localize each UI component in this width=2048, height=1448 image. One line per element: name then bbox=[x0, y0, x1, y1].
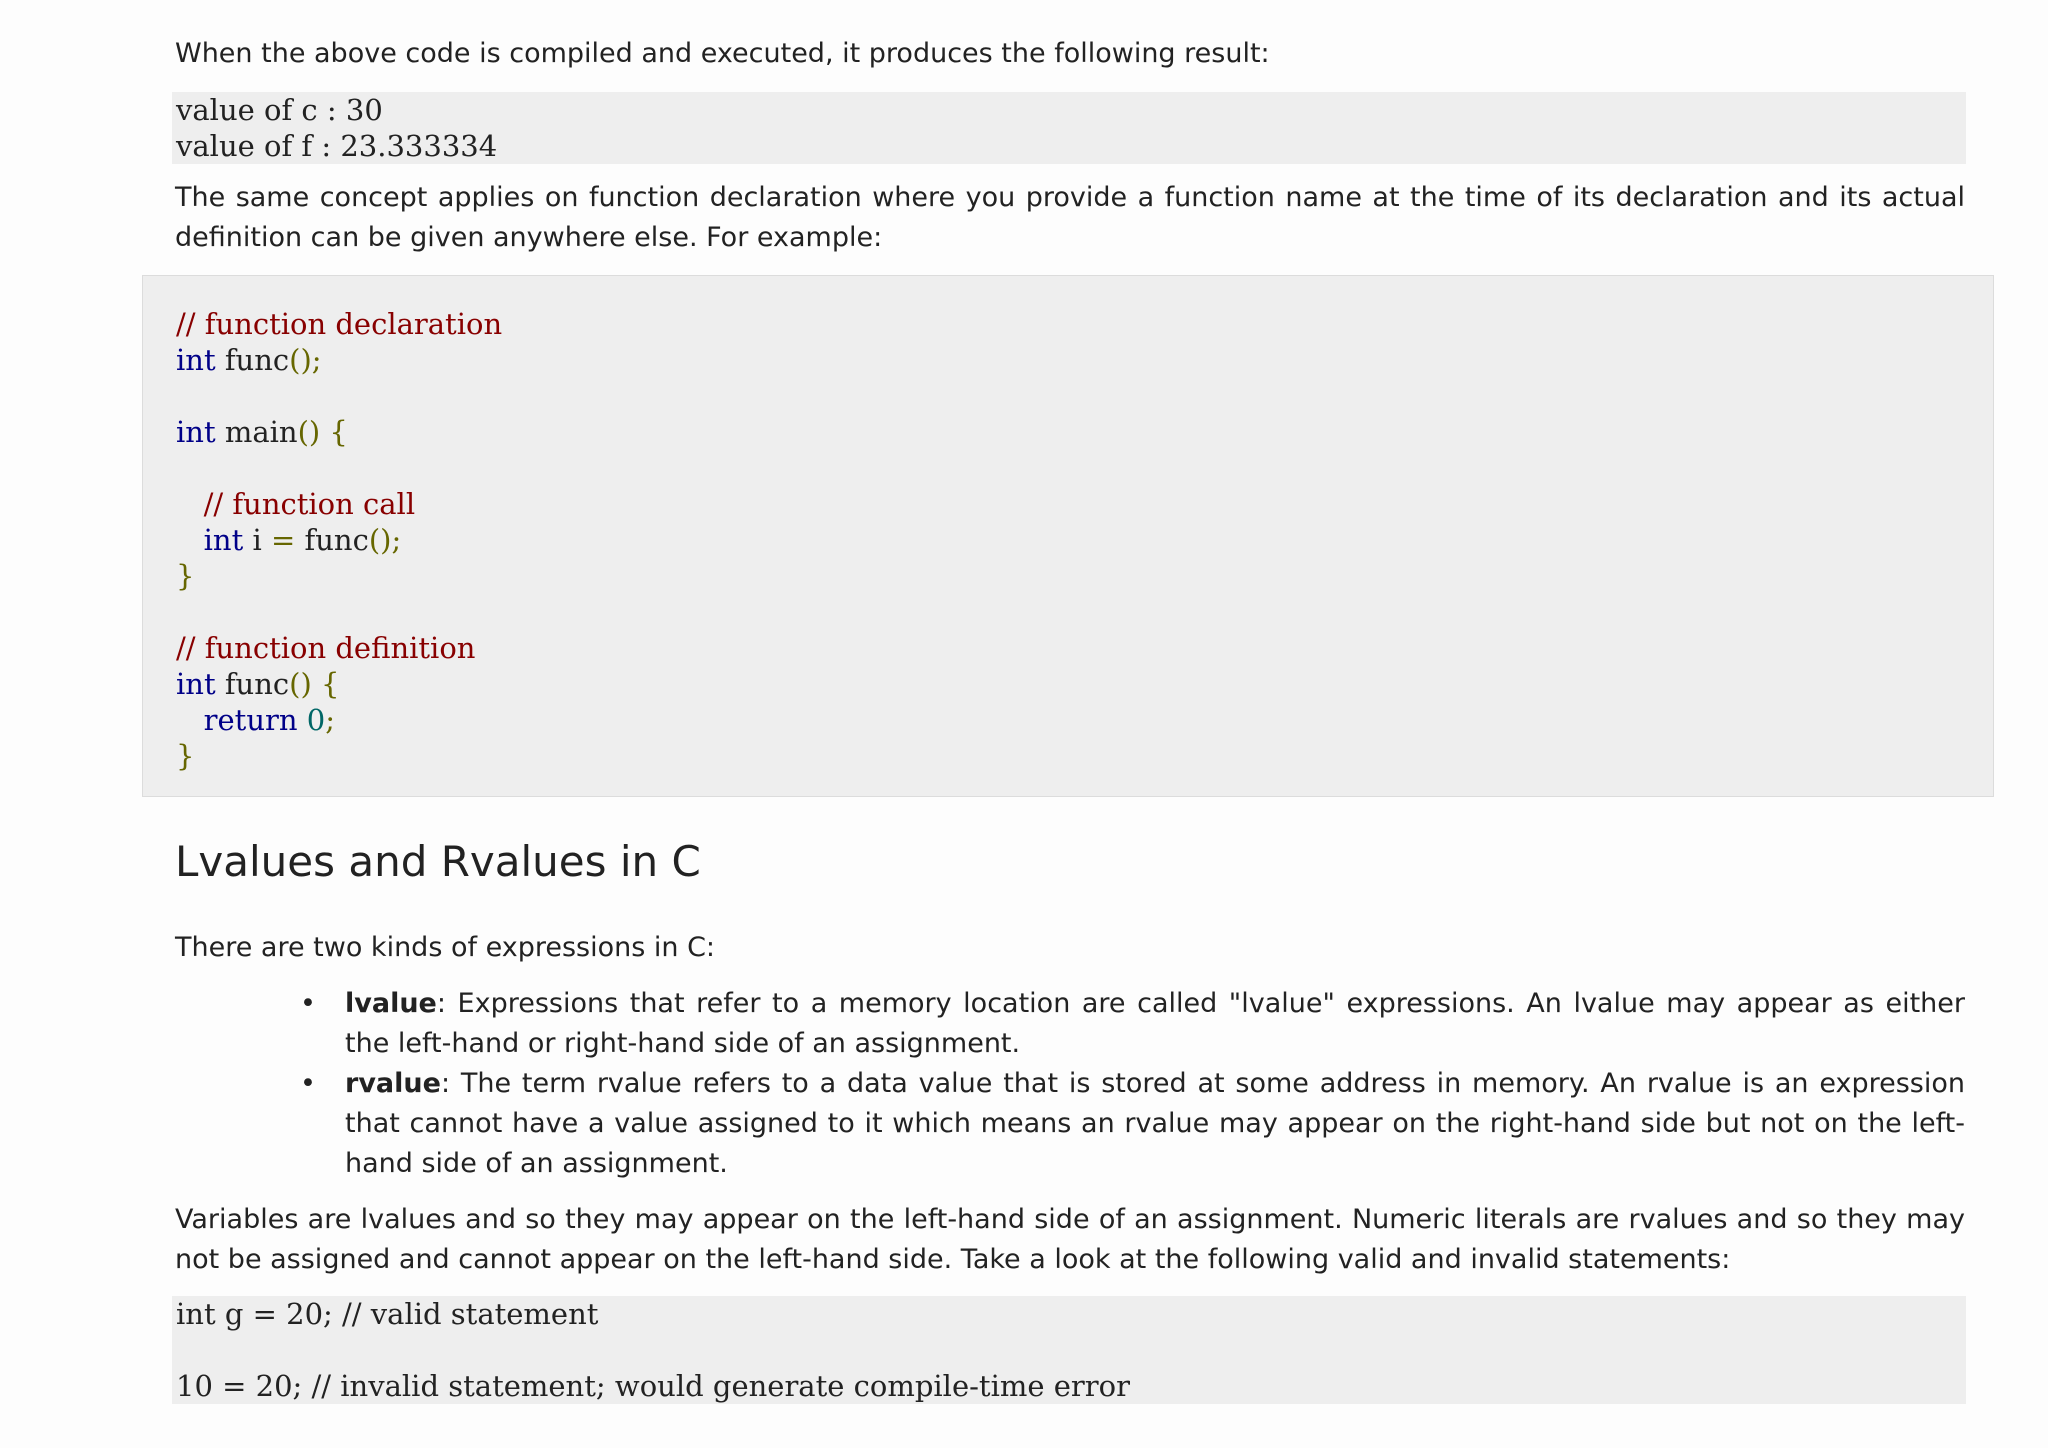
expression-kinds-list bbox=[175, 984, 1965, 1184]
code-token: func bbox=[295, 523, 369, 557]
bullet-term: rvalue bbox=[345, 1068, 441, 1099]
code-token: (); bbox=[368, 523, 402, 557]
code-lines bbox=[176, 306, 502, 774]
code-line bbox=[176, 558, 502, 594]
code-token: return bbox=[203, 703, 298, 737]
code-token: 0 bbox=[306, 703, 326, 737]
statements-block bbox=[172, 1296, 1966, 1404]
bullet-term: lvalue bbox=[345, 988, 437, 1019]
code-token: () { bbox=[297, 415, 348, 449]
code-token bbox=[176, 523, 204, 557]
code-line bbox=[176, 486, 502, 522]
code-line bbox=[176, 666, 502, 702]
code-line bbox=[176, 594, 502, 630]
list-item bbox=[175, 1064, 1965, 1184]
code-token: func bbox=[215, 343, 290, 377]
code-token: () { bbox=[289, 667, 340, 701]
code-token: // function definition bbox=[176, 631, 476, 665]
code-line bbox=[176, 702, 502, 738]
section-heading: Lvalues and Rvalues in C bbox=[175, 837, 701, 886]
list-item bbox=[175, 984, 1965, 1064]
kinds-text: There are two kinds of expressions in C: bbox=[175, 932, 716, 963]
code-line bbox=[176, 414, 502, 450]
code-token: int bbox=[176, 343, 216, 377]
result-intro-text: When the above code is compiled and executed, it produces the following result: bbox=[175, 38, 1270, 69]
code-token bbox=[176, 703, 204, 737]
code-block bbox=[142, 275, 1994, 797]
code-line bbox=[176, 306, 502, 342]
output-line: value of c : 30 bbox=[176, 93, 383, 127]
variables-text: Variables are lvalues and so they may appear on the left-hand side of an assignment. Numeric literals are rvalues and so they may not be assigned and cannot appear on the left-hand side. Take a look at the following valid and invalid statements: bbox=[175, 1204, 1965, 1275]
code-token: ; bbox=[325, 703, 336, 737]
code-token bbox=[176, 487, 204, 521]
bullet-icon: • bbox=[300, 988, 316, 1019]
code-token: int bbox=[203, 523, 244, 557]
code-line bbox=[176, 342, 502, 378]
code-token: // function declaration bbox=[176, 307, 503, 341]
bullet-icon: • bbox=[300, 1068, 316, 1099]
code-token: } bbox=[176, 559, 195, 593]
code-token: // function call bbox=[203, 487, 416, 521]
code-token: int bbox=[176, 415, 216, 449]
code-token: } bbox=[176, 739, 195, 773]
code-line bbox=[176, 450, 502, 486]
code-line bbox=[176, 630, 502, 666]
invalid-statement: 10 = 20; // invalid statement; would generate compile-time error bbox=[176, 1369, 1130, 1403]
code-token: int bbox=[176, 667, 216, 701]
code-line bbox=[176, 522, 502, 558]
code-token: func bbox=[215, 667, 290, 701]
bullet-text: : Expressions that refer to a memory location are called "lvalue" expressions. An lvalue may appear as either the left-hand or right-hand side of an assignment. bbox=[345, 988, 1965, 1059]
code-token: main bbox=[215, 415, 298, 449]
bullet-text: : The term rvalue refers to a data value that is stored at some address in memory. An rvalue is an expression that cannot have a value assigned to it which means an rvalue may appear on the right-hand side but not on the left-hand side of an assignment. bbox=[345, 1068, 1965, 1179]
code-token bbox=[298, 703, 307, 737]
code-token: i bbox=[243, 523, 271, 557]
output-line: value of f : 23.333334 bbox=[176, 129, 498, 163]
code-token: (); bbox=[289, 343, 322, 377]
concept-text: The same concept applies on function declaration where you provide a function name at the time of its declaration and its actual definition can be given anywhere else. For example: bbox=[175, 182, 1965, 253]
code-line bbox=[176, 378, 502, 414]
output-block bbox=[172, 92, 1966, 164]
code-line bbox=[176, 738, 502, 774]
code-token: = bbox=[270, 523, 296, 557]
valid-statement: int g = 20; // valid statement bbox=[176, 1297, 599, 1331]
